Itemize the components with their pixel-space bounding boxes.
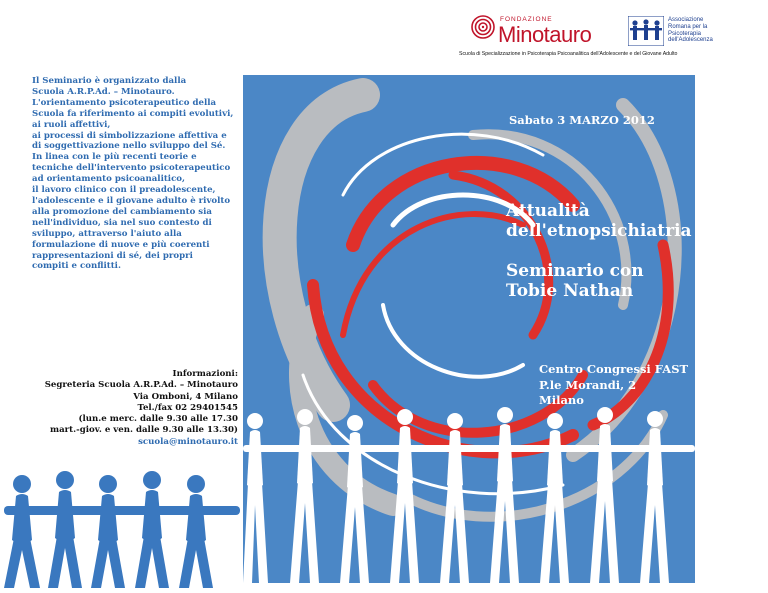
intro-line: In linea con le più recenti teorie e bbox=[32, 152, 197, 163]
intro-line: ai ruoli affettivi, bbox=[32, 119, 111, 130]
intro-line: Scuola A.R.P.Ad. – Minotauro. bbox=[32, 86, 175, 97]
event-title bbox=[506, 201, 692, 301]
intro-line: tecniche dell'intervento psicoterapeutico bbox=[32, 163, 231, 174]
intro-line: alla promozione del cambiamento sia bbox=[32, 206, 212, 217]
intro-line: formulazione di nuove e più coerenti bbox=[32, 239, 210, 250]
info-email-link[interactable]: scuola@minotauro.it bbox=[138, 436, 238, 447]
intro-line: ad orientamento psicoanalitico, bbox=[32, 174, 186, 185]
title-line: dell'etnopsichiatria bbox=[506, 221, 692, 241]
assoc-line: Psicoterapia bbox=[668, 30, 702, 37]
assoc-line: Associazione bbox=[668, 17, 704, 23]
holding-hands-figures-blue bbox=[0, 470, 242, 593]
event-date: Sabato 3 MARZO 2012 bbox=[509, 113, 655, 127]
title-line: Attualità bbox=[506, 201, 590, 221]
info-hours: (lun.e merc. dalle 9.30 alle 17.30 bbox=[78, 414, 238, 425]
swirl-artwork bbox=[243, 75, 695, 583]
intro-text bbox=[32, 76, 242, 272]
info-address: Via Omboni, 4 Milano bbox=[133, 391, 238, 402]
title-spacer bbox=[506, 241, 692, 261]
venue-line: P.le Morandi, 2 bbox=[539, 377, 637, 392]
foundation-name: Minotauro bbox=[498, 22, 592, 47]
assoc-line: Romana per la bbox=[668, 23, 708, 30]
intro-line: di soggettivazione nello sviluppo del Sé. bbox=[32, 141, 226, 152]
info-phone: Tel./fax 02 29401545 bbox=[137, 402, 238, 413]
intro-line: Scuola fa riferimento ai compiti evolutivi, bbox=[32, 108, 234, 119]
info-block bbox=[40, 369, 238, 448]
school-subtitle: Scuola di Specializzazione in Psicoterapia Psicoanalitica dell'Adolescente e del Giovane Adulto bbox=[459, 51, 678, 57]
figures-logo-icon bbox=[628, 16, 664, 46]
intro-line: sviluppo, attraverso l'aiuto alla bbox=[32, 228, 182, 239]
intro-line: ai processi di simbolizzazione affettiva e bbox=[32, 130, 227, 141]
intro-line: il lavoro clinico con il preadolescente, bbox=[32, 185, 216, 196]
cover-panel bbox=[243, 75, 695, 583]
venue-line: Milano bbox=[539, 393, 584, 407]
title-line: Tobie Nathan bbox=[506, 281, 634, 301]
info-secretary: Segreteria Scuola A.R.P.Ad. – Minotauro bbox=[44, 380, 238, 391]
intro-line: l'adolescente e il giovane adulto è rivolto bbox=[32, 195, 231, 206]
assoc-line: dell'Adolescenza bbox=[668, 37, 713, 44]
info-hours: mart.-giov. e ven. dalle 9.30 alle 13.30) bbox=[49, 425, 238, 436]
intro-line: nell'individuo, sia nel suo contesto di bbox=[32, 217, 212, 228]
event-venue bbox=[539, 362, 688, 409]
intro-line: L'orientamento psicoterapeutico della bbox=[32, 97, 217, 108]
info-heading: Informazioni: bbox=[172, 369, 238, 379]
intro-line: compiti e conflitti. bbox=[32, 261, 121, 272]
assoc-name bbox=[668, 17, 758, 44]
title-line: Seminario con bbox=[506, 261, 644, 281]
venue-line: Centro Congressi FAST bbox=[539, 362, 689, 376]
minotauro-spiral-icon bbox=[470, 14, 496, 40]
foundation-small-label: FONDAZIONE bbox=[500, 16, 553, 23]
intro-line: Il Seminario è organizzato dalla bbox=[32, 76, 187, 86]
intro-line: rappresentazioni di sé, dei propri bbox=[32, 250, 193, 261]
